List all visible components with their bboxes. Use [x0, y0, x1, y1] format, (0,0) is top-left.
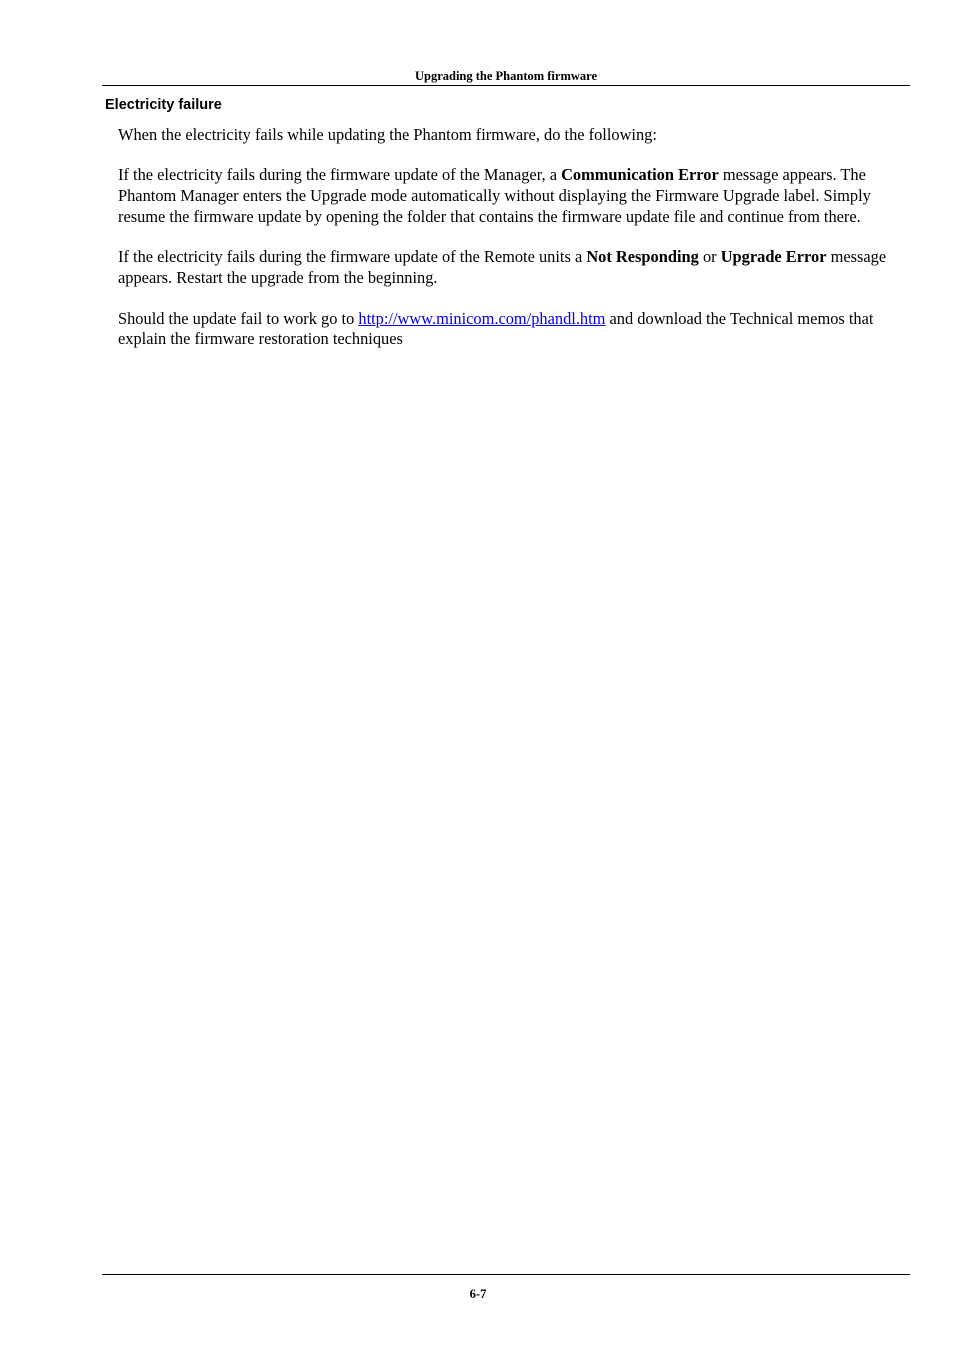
page-number: 6-7	[469, 1287, 487, 1301]
paragraph-support-text-before: Should the update fail to work go to	[118, 308, 359, 328]
paragraph-remote-failure	[118, 247, 913, 289]
paragraph-intro-text: When the electricity fails while updating the Phantom firmware, do the following:	[118, 125, 657, 144]
paragraph-remote-text-middle: or	[698, 247, 721, 267]
header-divider	[102, 85, 910, 86]
paragraph-intro	[118, 125, 913, 146]
section-body	[118, 125, 913, 370]
paragraph-manager-text-after: message appears. The Phantom Manager enters the Upgrade mode automatically without displaying the Firmware Upgrade label. Simply resume the firmware update by opening the folder that contains the firmware update file and continue from there.	[118, 165, 871, 226]
paragraph-manager-failure	[118, 165, 913, 227]
not-responding-term: Not Responding	[586, 247, 699, 267]
paragraph-manager-text-before: If the electricity fails during the firmware update of the Manager, a	[118, 165, 562, 185]
paragraph-remote-text-before: If the electricity fails during the firmware update of the Remote units a	[118, 247, 587, 267]
footer-divider	[102, 1274, 910, 1275]
paragraph-support-text-after: and download the Technical memos that explain the firmware restoration techniques	[118, 308, 874, 349]
paragraph-support-link	[118, 309, 913, 351]
communication-error-term: Communication Error	[561, 165, 719, 185]
upgrade-error-term: Upgrade Error	[720, 247, 827, 267]
minicom-download-link[interactable]: http://www.minicom.com/phandl.htm	[358, 308, 606, 328]
running-header-title: Upgrading the Phantom firmware	[414, 69, 598, 83]
section-heading: Electricity failure	[105, 97, 222, 113]
paragraph-remote-text-after: message appears. Restart the upgrade from the beginning.	[118, 247, 887, 288]
